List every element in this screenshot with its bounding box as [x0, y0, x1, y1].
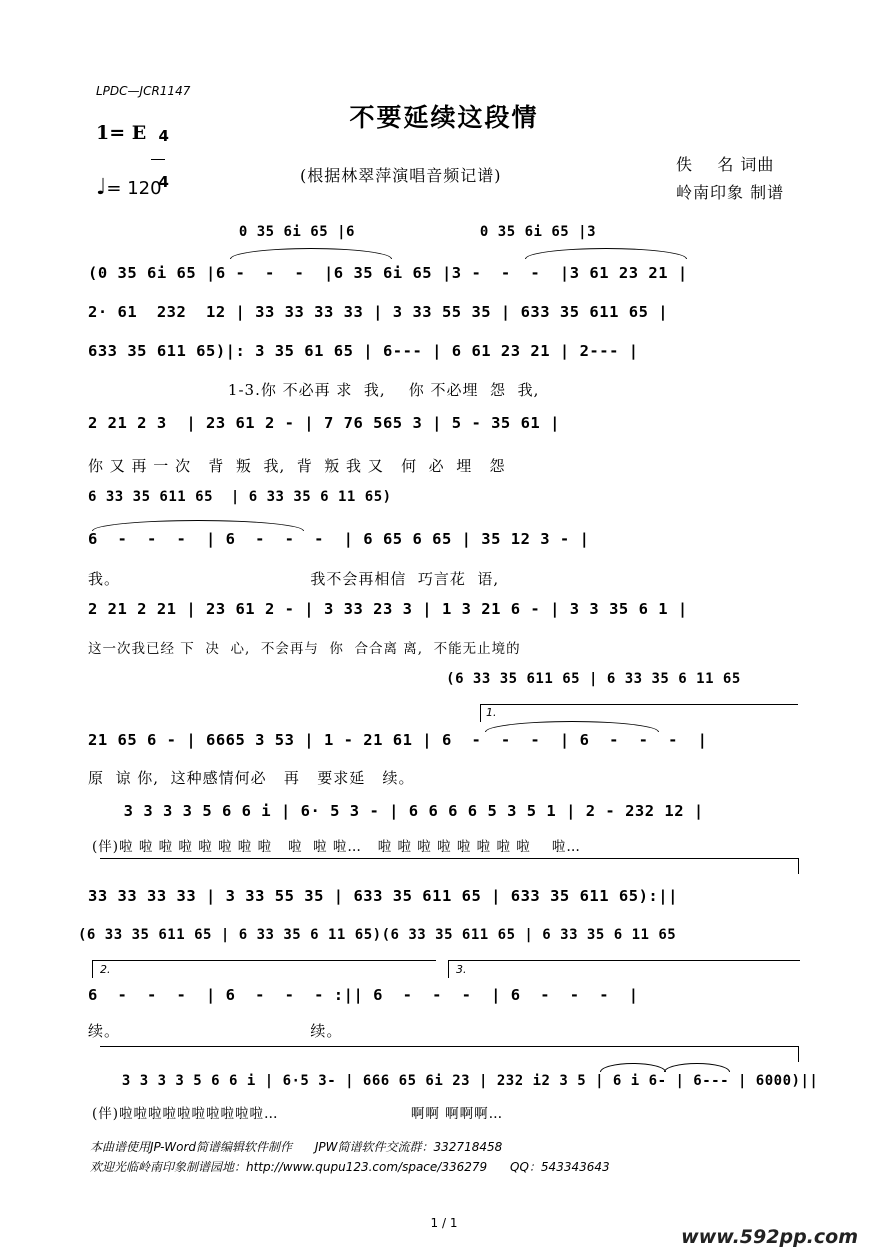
volta-bracket: [480, 704, 481, 722]
key-signature: 1= E: [96, 122, 147, 144]
credit-lyricist: 佚 名 词曲: [676, 155, 775, 174]
volta-bracket: [448, 960, 449, 978]
volta-bracket: [798, 858, 799, 874]
watermark: www.592pp.com: [681, 1226, 858, 1248]
notation-row: 6 - - - | 6 - - - :|| 6 - - - | 6 - - - |: [88, 986, 639, 1004]
slur: [664, 1063, 730, 1072]
footer-software-note: 本曲谱使用JP-Word简谱编辑软件制作 JPW简谱软件交流群：332718458: [90, 1140, 503, 1154]
lyric-row: 这一次我已经 下 决 心, 不会再与 你 合合离 离, 不能无止境的: [88, 641, 521, 657]
volta-bracket: [100, 858, 798, 859]
lyric-row: (伴)啦 啦 啦 啦 啦 啦 啦 啦 啦 啦 啦… 啦 啦 啦 啦 啦 啦 啦 啦 啦…: [92, 839, 581, 855]
notation-row: 3 3 3 3 5 6 6 i | 6·5 3- | 666 65 6i 23 | 232 i2 3 5 | 6 i 6- | 6--- | 6000)||: [104, 1073, 819, 1089]
notation-row: 633 35 611 65)|: 3 35 61 65 | 6--- | 6 61 23 21 | 2--- |: [88, 342, 639, 360]
tempo-value: = 120: [106, 178, 162, 199]
volta-bracket: [798, 1046, 799, 1062]
notation-row: 21 65 6 - | 6665 3 53 | 1 - 21 61 | 6 - - - | 6 - - - |: [88, 731, 708, 749]
slur: [92, 520, 304, 531]
footer-website-note: 欢迎光临岭南印象制谱园地：http://www.qupu123.com/space/336279 QQ：543343643: [90, 1160, 610, 1174]
lyric-row: 续。 续。: [88, 1022, 343, 1040]
lyric-row: 你 又 再 一 次 背 叛 我, 背 叛 我 又 何 必 埋 怨: [88, 457, 506, 475]
notation-row: (0 35 6i 65 |6 - - - |6 35 6i 65 |3 - - - |3 61 23 21 |: [88, 264, 688, 282]
credit-arranger: 岭南印象 制谱: [676, 183, 785, 202]
lyric-row: 我。 我不会再相信 巧言花 语,: [88, 570, 500, 588]
volta-label: 1.: [486, 706, 497, 719]
slur: [230, 248, 392, 259]
notation-row: 2 21 2 3 | 23 61 2 - | 7 76 565 3 | 5 - 35 61 |: [88, 414, 560, 432]
slur: [525, 248, 687, 259]
notation-row: (6 33 35 611 65 | 6 33 35 6 11 65)(6 33 35 611 65 | 6 33 35 6 11 65: [78, 927, 677, 943]
volta-label: 3.: [456, 963, 467, 976]
page-number: 1 / 1: [430, 1216, 458, 1230]
lyric-row: (伴)啦啦啦啦啦啦啦啦啦啦… 啊啊 啊啊啊…: [92, 1106, 504, 1122]
slur: [600, 1063, 666, 1072]
notation-row: 33 33 33 33 | 3 33 55 35 | 633 35 611 65 | 633 35 611 65):||: [88, 887, 678, 905]
quarter-note-icon: ♩: [96, 175, 107, 200]
notation-row: 3 3 3 3 5 6 6 i | 6· 5 3 - | 6 6 6 6 5 3 5 1 | 2 - 232 12 |: [104, 802, 704, 820]
lyric-row: 1-3.你 不必再 求 我, 你 不必埋 怨 我,: [176, 381, 540, 399]
volta-bracket: [448, 960, 800, 961]
notation-row: 6 - - - | 6 - - - | 6 65 6 65 | 35 12 3 - |: [88, 530, 590, 548]
meter-top: 4: [158, 127, 169, 145]
meter-bottom: 4: [158, 173, 169, 191]
page-code: LPDC—JCR1147: [96, 84, 191, 98]
subtitle: (根据林翠萍演唱音频记谱): [300, 166, 502, 185]
volta-bracket: [100, 1046, 798, 1047]
volta-label: 2.: [100, 963, 111, 976]
volta-bracket: [480, 704, 798, 705]
notation-row: 6 33 35 611 65 | 6 33 35 6 11 65): [88, 489, 392, 505]
volta-bracket: [92, 960, 436, 961]
lyric-row: 原 谅 你, 这种感情何必 再 要求延 续。: [88, 769, 415, 787]
volta-bracket: [92, 960, 93, 978]
notation-row: 2 21 2 21 | 23 61 2 - | 3 33 23 3 | 1 3 21 6 - | 3 3 35 6 1 |: [88, 600, 688, 618]
notation-row: 0 35 6i 65 |6 0 35 6i 65 |3: [96, 224, 597, 240]
slur: [485, 721, 659, 732]
notation-row: 2· 61 232 12 | 33 33 33 33 | 3 33 55 35 | 633 35 611 65 |: [88, 303, 669, 321]
notation-row: (6 33 35 611 65 | 6 33 35 6 11 65: [214, 671, 741, 687]
page-title: 不要延续这段情: [349, 103, 539, 132]
